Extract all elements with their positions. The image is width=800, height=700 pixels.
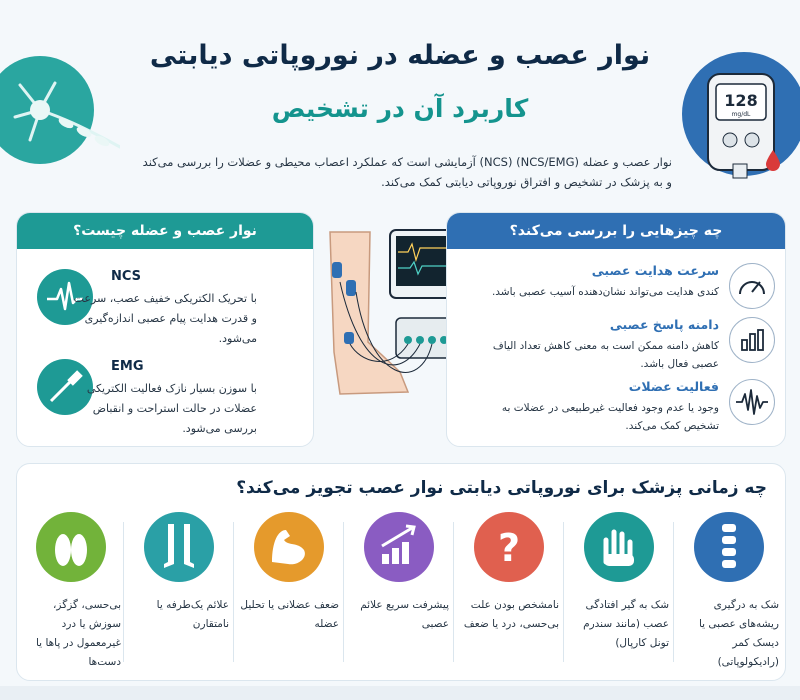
spine-icon [694,512,764,582]
legs-icon [144,512,214,582]
meter-unit: mg/dL [731,111,751,118]
item-title: سرعت هدایت عصبی [591,263,719,278]
item-title: EMG [111,359,144,374]
symptom-text: علائم یک‌طرفه یا نامتقارن [156,599,229,630]
intro-line-2: و به پزشک در تشخیص و افتراق نوروپاتی دیابتی کمک می‌کند. [381,175,672,189]
svg-text:?: ? [497,526,521,570]
symptom-muscle-weakness [237,512,341,672]
page-title: نوار عصب و عضله در نوروپاتی دیابتی [149,40,651,71]
next-section-edge [0,686,800,700]
symptom-text: پیشرفت سریع علائم عصبی [360,599,449,630]
glucose-meter-icon [678,52,800,180]
muscle-icon [254,512,324,582]
symptom-nerve-entrapment [567,512,671,672]
symptom-text: نامشخص بودن علت بی‌حسی، درد یا ضعف [463,599,559,630]
gauge-icon [729,263,775,309]
item-desc: کاهش دامنه ممکن است به معنی کاهش تعداد الیاف عصبی فعال باشد. [492,340,719,370]
item-title: فعالیت عضلات [628,379,719,394]
symptom-asymmetric [127,512,231,672]
feet-icon [36,512,106,582]
ncs-item [17,269,314,359]
when-prescribed-section [16,463,786,681]
item-desc: وجود یا عدم وجود فعالیت غیرطبیعی در عضلات به تشخیص کمک می‌کند. [501,402,719,432]
emg-machine-leg-illustration [300,222,460,412]
what-it-checks-card [446,212,786,447]
intro-line-1: نوار عصب و عضله (NCS/EMG) (NCS) آزمایشی است که عملکرد اعصاب محیطی و عضلات را بررسی می‌کند [142,155,672,169]
item-title: NCS [111,269,142,284]
symptom-text: ضعف عضلانی یا تحلیل عضله [240,599,339,630]
divider [123,522,124,662]
item-desc: با تحریک الکتریکی خفیف عصب، سرعت و قدرت هدایت پیام عصبی اندازه‌گیری می‌شود. [73,292,257,345]
conduction-speed-item [447,263,786,325]
symptom-unclear-cause [457,512,561,672]
emg-wave-icon [729,379,775,425]
meter-reading: 128 [724,91,758,110]
section-heading: چه زمانی پزشک برای نوروپاتی دیابتی نوار عصب تجویز می‌کند؟ [236,478,767,498]
divider [343,522,344,662]
divider [453,522,454,662]
item-desc: با سوزن بسیار نازک فعالیت الکتریکی عضلات در حالت استراحت و انقباض بررسی می‌شود. [86,382,257,435]
hand-icon [584,512,654,582]
bars-icon [729,317,775,363]
symptom-rapid-progression [347,512,451,672]
symptom-text: شک به درگیری ریشه‌های عصبی یا دیسک کمر (رادیکولوپاتی) [698,599,779,668]
divider [233,522,234,662]
symptom-radiculopathy [677,512,781,672]
symptom-text: شک به گیر افتادگی عصب (مانند سندرم تونل کارپال) [583,599,669,649]
emg-item [17,359,314,447]
card-heading: چه چیزهایی را بررسی می‌کند؟ [447,213,785,249]
response-amplitude-item [447,317,786,379]
neuron-icon [0,55,120,165]
page-subtitle: کاربرد آن در تشخیص [271,94,529,123]
card-heading: نوار عصب و عضله چیست؟ [17,213,313,249]
symptom-text: بی‌حسی، گزگز، سوزش یا درد غیرمعمول در پاها یا دست‌ها [35,599,121,668]
item-desc: کندی هدایت می‌تواند نشان‌دهنده آسیب عصبی باشد. [491,286,719,298]
divider [673,522,674,662]
divider [563,522,564,662]
symptom-numbness [19,512,123,672]
intro-text [100,152,672,192]
what-is-ncs-emg-card [16,212,314,447]
item-title: دامنه پاسخ عصبی [609,317,719,332]
question-icon [474,512,544,582]
chart-up-icon [364,512,434,582]
muscle-activity-item [447,379,786,441]
